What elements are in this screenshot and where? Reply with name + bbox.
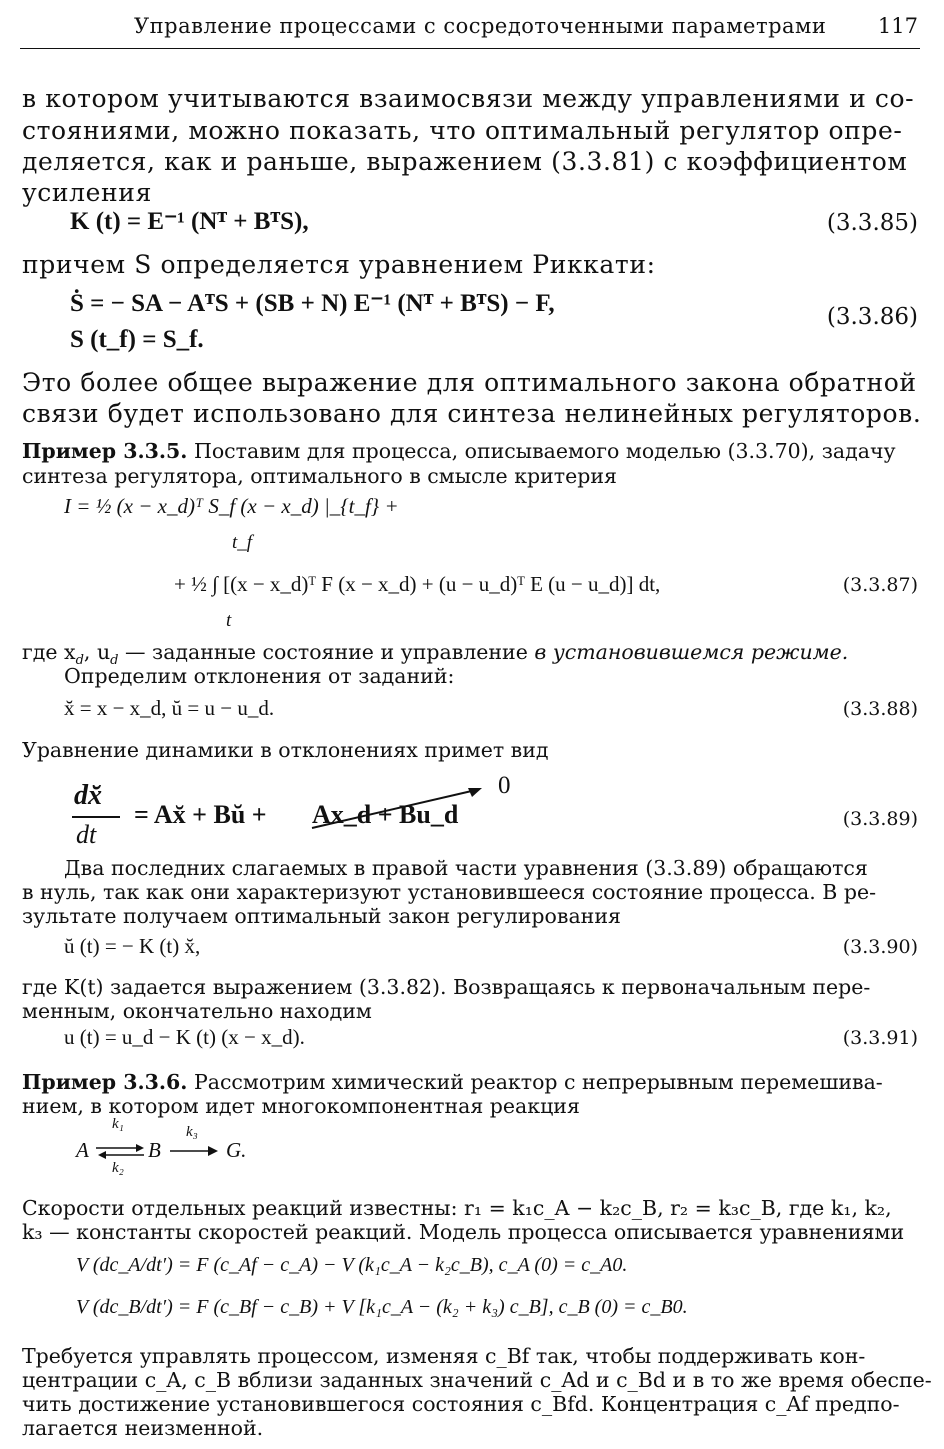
- cross-out-arrow: [308, 782, 488, 832]
- running-title: Управление процессами с сосредоточенными параметрами: [134, 14, 827, 38]
- running-header: [20, 10, 920, 49]
- emphasized-text: в установившемся режиме.: [534, 640, 849, 664]
- equation-3-3-86-line-2: S (t_f) = S_f.: [70, 326, 204, 353]
- paragraph-line: в котором учитываются взаимосвязи между управлениями и со-: [22, 84, 915, 113]
- fraction-bar: [72, 816, 120, 818]
- reaction-species-G: G.: [226, 1138, 247, 1162]
- crossed-out-terms: Ax_d + Bu_d: [312, 800, 459, 829]
- paragraph-line: где K(t) задается выражением (3.3.82). Возвращаясь к первоначальным пере-: [22, 975, 871, 999]
- rate-constant-k3: k₃: [186, 1124, 198, 1140]
- equation-number: (3.3.90): [842, 936, 918, 958]
- paragraph-line: Уравнение динамики в отклонениях примет вид: [22, 738, 549, 762]
- equation-3-3-90: ŭ (t) = − K (t) x̆,: [64, 934, 201, 958]
- paragraph-line: k₃ — константы скоростей реакций. Модель процесса описывается уравнениями: [22, 1220, 905, 1244]
- rate-constant-k2: k₂: [112, 1160, 124, 1176]
- text-fragment: — заданные состояние и управление: [118, 640, 535, 664]
- equation-number: (3.3.86): [826, 304, 918, 330]
- paragraph-line: Это более общее выражение для оптимального закона обратной: [22, 368, 917, 397]
- paragraph-line: стояниями, можно показать, что оптимальный регулятор опре-: [22, 116, 903, 145]
- example-label: Пример 3.3.6.: [22, 1070, 188, 1094]
- equilibrium-arrows: [94, 1142, 148, 1162]
- subscript: d: [75, 653, 84, 669]
- paragraph-line: связи будет использовано для синтеза нелинейных регуляторов.: [22, 399, 922, 428]
- reaction-species-A: A: [76, 1138, 89, 1162]
- paragraph-line: зультате получаем оптимальный закон регулирования: [22, 904, 621, 928]
- equation-number: (3.3.89): [842, 808, 918, 830]
- equation-number: (3.3.87): [842, 574, 918, 596]
- paragraph-line: нием, в котором идет многокомпонентная реакция: [22, 1094, 580, 1118]
- paragraph-line: в нуль, так как они характеризуют установившееся состояние процесса. В ре-: [22, 880, 877, 904]
- example-3-3-5-line-1: [22, 439, 896, 463]
- zero-label: 0: [498, 772, 511, 799]
- integral-upper-limit: t_f: [232, 532, 253, 553]
- fraction-numerator: dx̆: [74, 780, 102, 811]
- text-fragment: где x: [22, 640, 76, 664]
- paragraph-line: чить достижение установившегося состояния c_Bfd. Концентрация c_Af предпо-: [22, 1392, 900, 1416]
- rate-constant-k1: k₁: [112, 1116, 124, 1132]
- model-equation-1: V (dc_A/dt′) = F (c_Af − c_A) − V (k₁c_A − k₂c_B), c_A (0) = c_A0.: [76, 1254, 628, 1276]
- paragraph-line: Два последних слагаемых в правой части уравнения (3.3.89) обращаются: [64, 856, 868, 880]
- paragraph-line: центрации c_A, c_B вблизи заданных значений c_Ad и c_Bd и в то же время обеспе-: [22, 1368, 932, 1392]
- example-text: Поставим для процесса, описываемого моделью (3.3.70), задачу: [187, 439, 896, 463]
- paragraph-line: синтеза регулятора, оптимального в смысле критерия: [22, 464, 617, 488]
- reaction-arrow: [168, 1144, 222, 1158]
- equation-3-3-87-line-2: + ½ ∫ [(x − x_d)ᵀ F (x − x_d) + (u − u_d)ᵀ E (u − u_d)] dt,: [174, 572, 661, 596]
- example-3-3-6-line-1: [22, 1070, 883, 1094]
- fraction-denominator: dt: [76, 820, 97, 849]
- equation-number: (3.3.85): [826, 210, 918, 236]
- equation-3-3-85: K (t) = E⁻¹ (Nᵀ + BᵀS),: [70, 208, 309, 235]
- paragraph-line: причем S определяется уравнением Риккати:: [22, 250, 656, 279]
- example-text: Рассмотрим химический реактор с непрерывным перемешива-: [187, 1070, 883, 1094]
- paragraph-line: менным, окончательно находим: [22, 999, 372, 1023]
- equation-3-3-91: u (t) = u_d − K (t) (x − x_d).: [64, 1025, 305, 1049]
- equation-number: (3.3.91): [842, 1027, 918, 1049]
- reaction-species-B: B: [148, 1138, 161, 1162]
- paragraph-line: деляется, как и раньше, выражением (3.3.81) с коэффициентом: [22, 147, 908, 176]
- equation-3-3-89-rhs: = Ax̆ + Bŭ +: [134, 800, 267, 829]
- equation-number: (3.3.88): [842, 698, 918, 720]
- page-number: 117: [877, 14, 918, 38]
- paragraph-line: усиления: [22, 178, 152, 207]
- model-equation-2: V (dc_B/dt′) = F (c_Bf − c_B) + V [k₁c_A − (k₂ + k₃) c_B], c_B (0) = c_B0.: [76, 1296, 688, 1318]
- paragraph-line: Определим отклонения от заданий:: [64, 664, 455, 688]
- subscript: d: [110, 653, 119, 669]
- equation-3-3-86-line-1: Ṡ = − SA − AᵀS + (SB + N) E⁻¹ (Nᵀ + BᵀS) − F,: [70, 290, 555, 317]
- paragraph-line: Требуется управлять процессом, изменяя c_Bf так, чтобы поддерживать кон-: [22, 1344, 866, 1368]
- equation-3-3-87-line-1: I = ½ (x − x_d)ᵀ S_f (x − x_d) |_{t_f} +: [64, 494, 399, 518]
- paragraph-line: лагается неизменной.: [22, 1416, 264, 1440]
- equation-3-3-88: x̆ = x − x_d, ŭ = u − u_d.: [64, 696, 275, 720]
- text-fragment: , u: [83, 640, 111, 664]
- integral-lower-limit: t: [226, 610, 232, 631]
- example-label: Пример 3.3.5.: [22, 439, 188, 463]
- paragraph-line: Скорости отдельных реакций известны: r₁ = k₁c_A − k₂c_B, r₂ = k₃c_B, где k₁, k₂,: [22, 1196, 892, 1220]
